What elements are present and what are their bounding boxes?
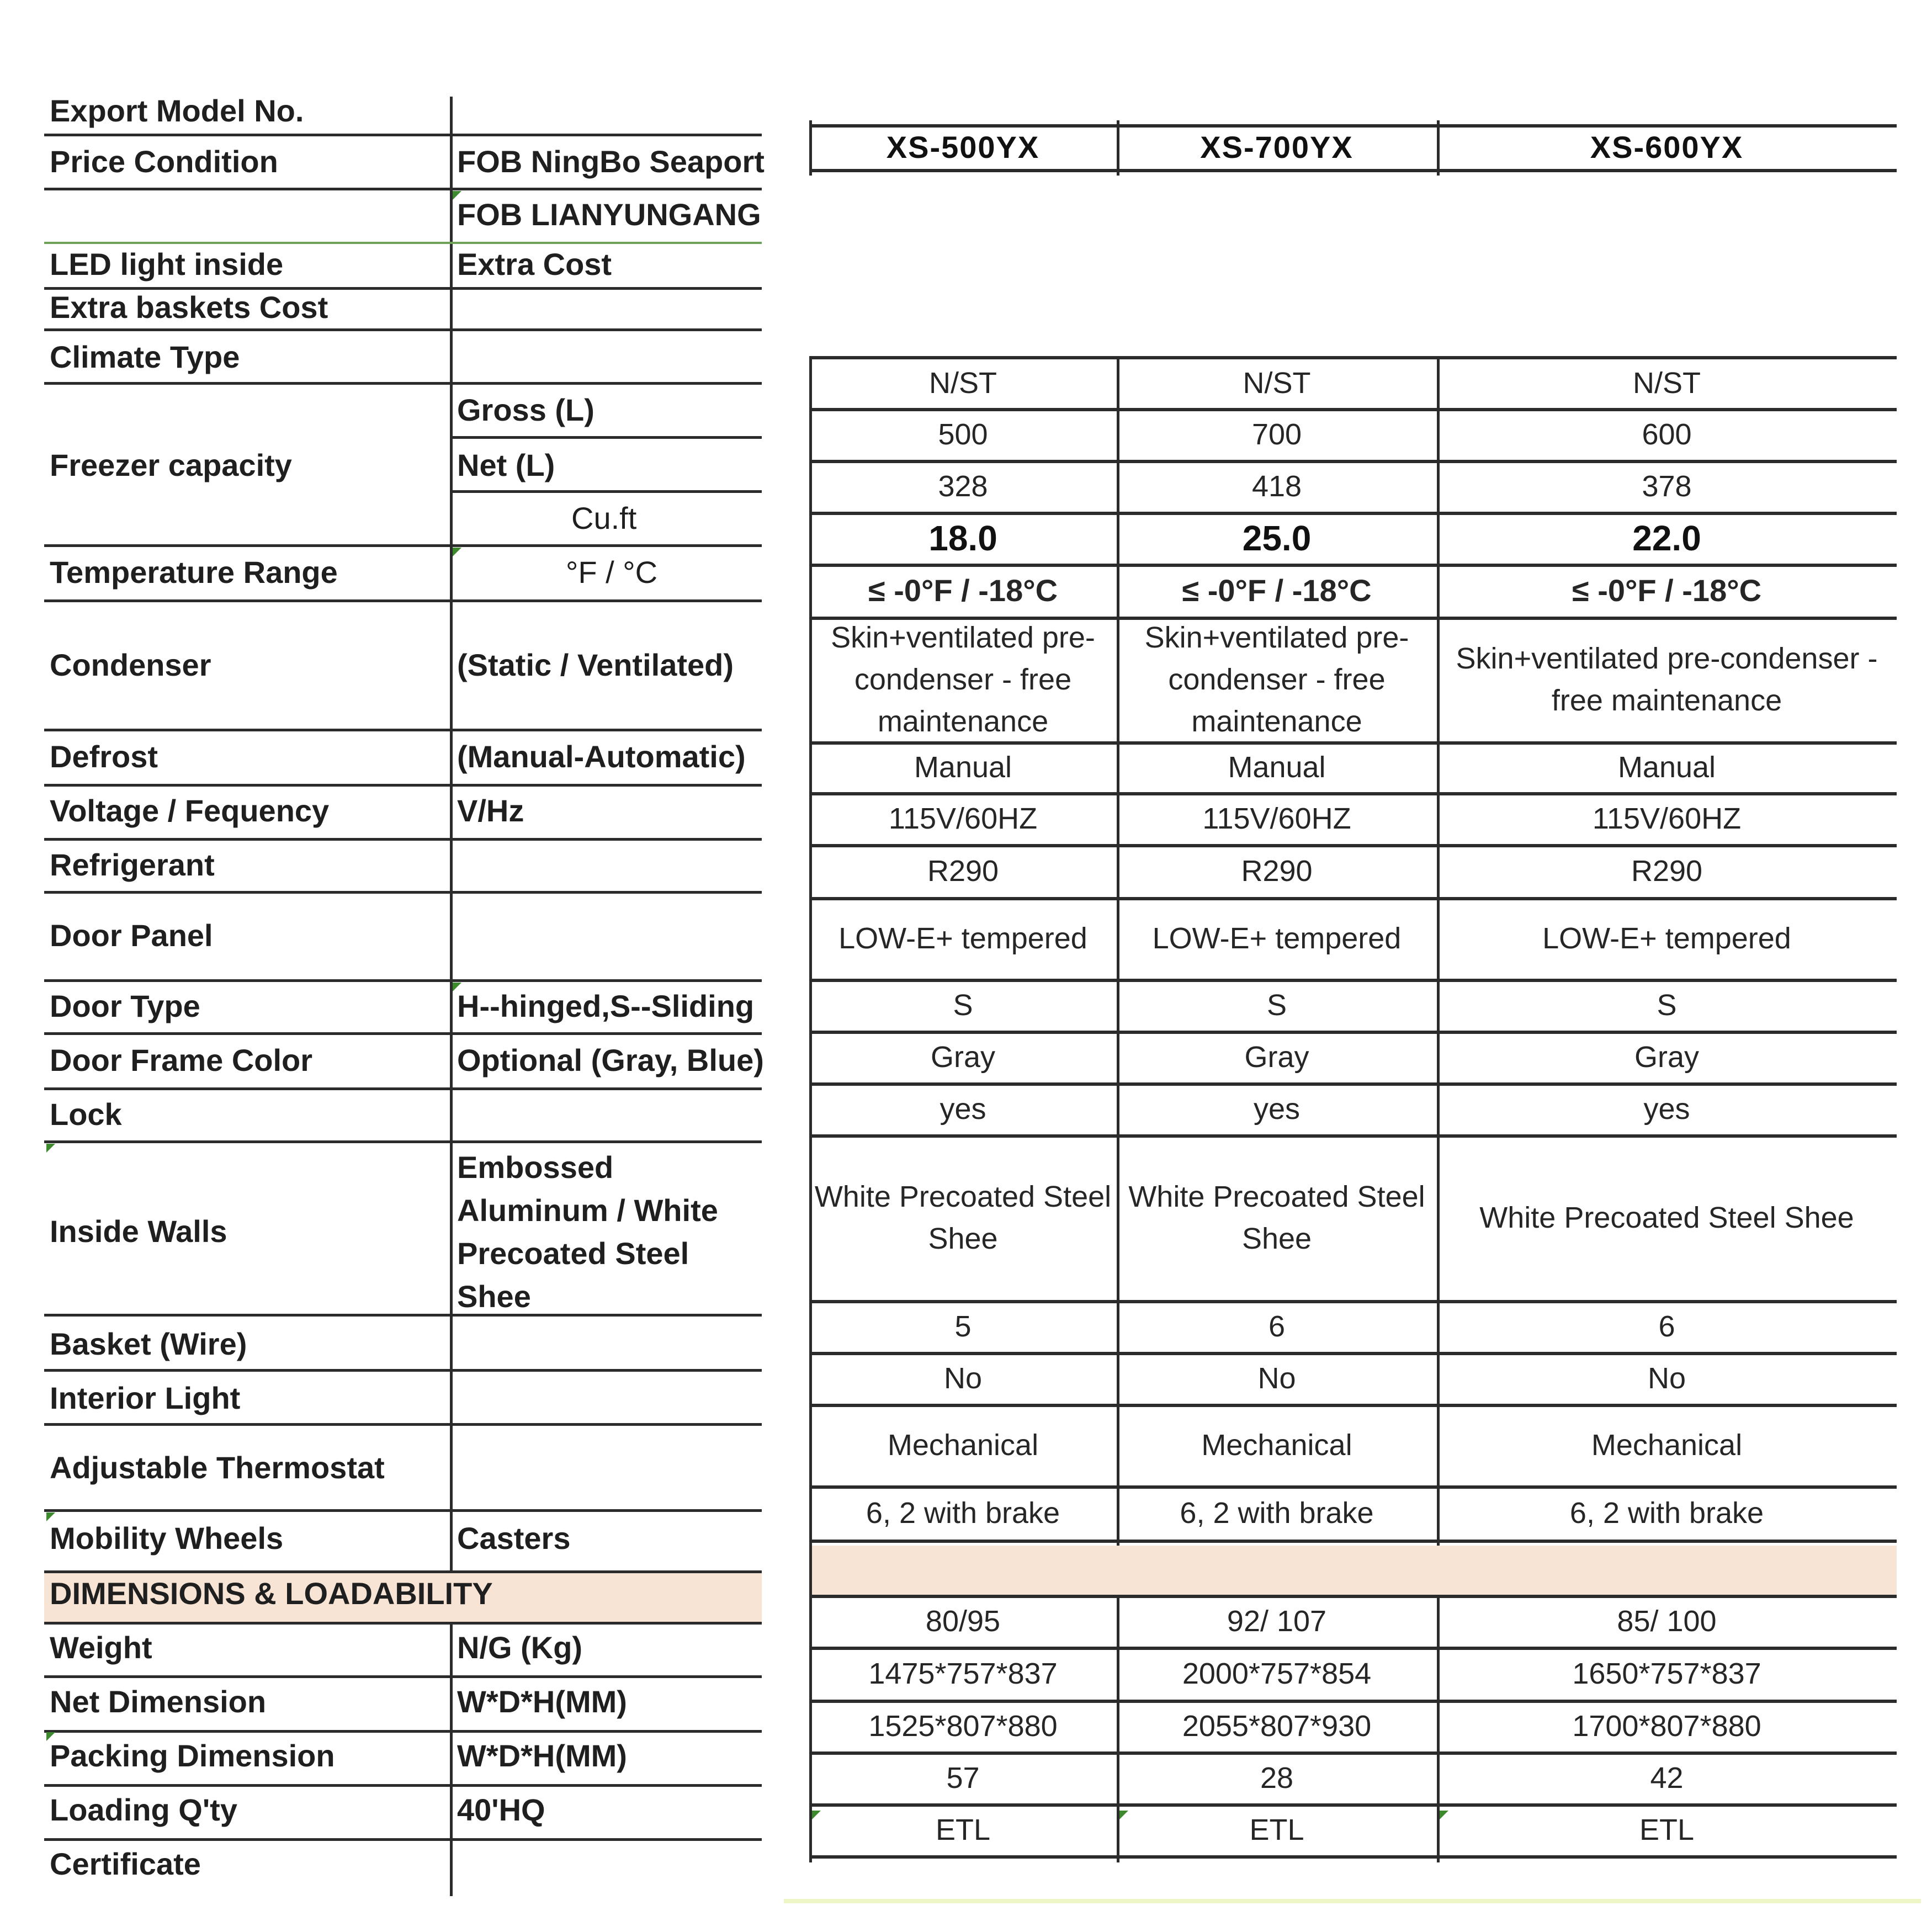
label-defrost: Defrost (50, 739, 158, 774)
model-loading-cell: 42 (1650, 1761, 1684, 1795)
value-net: Net (L) (457, 448, 555, 482)
model-loading-cell: 57 (946, 1761, 980, 1795)
rule (44, 134, 762, 136)
model-weight-cell: 85/ 100 (1617, 1605, 1717, 1638)
cell-marker (453, 548, 461, 556)
label-lock: Lock (50, 1097, 122, 1132)
model-cuft-cell: 25.0 (1242, 518, 1312, 558)
value-fob-ningbo: FOB NingBo Seaport (457, 144, 765, 179)
model-voltage-cell: 115V/60HZ (1592, 802, 1742, 835)
value-weight-unit: N/G (Kg) (457, 1630, 583, 1665)
model-door-type-cell: S (1266, 989, 1287, 1022)
value-temp-unit: °F / °C (566, 555, 658, 590)
value-door-frame-unit: Optional (Gray, Blue) (457, 1043, 764, 1078)
model-gross-cell: 500 (938, 418, 988, 451)
model-refrigerant-cell: R290 (1631, 854, 1703, 888)
model-inside-walls-cell: White Precoated Steel Shee (1128, 1180, 1425, 1255)
model-weight-cell: 80/95 (925, 1605, 1001, 1638)
rule (809, 1540, 1897, 1543)
model-wheels-cell: 6, 2 with brake (866, 1496, 1060, 1530)
label-led-light: LED light inside (50, 247, 284, 282)
model-net-dim-cell: 2000*757*854 (1182, 1657, 1372, 1690)
model-basket-cell: 6 (1658, 1310, 1675, 1343)
model-temp-cell: ≤ -0°F / -18°C (1572, 573, 1762, 608)
model-defrost-cell: Manual (1617, 751, 1716, 784)
model-climate-cell: N/ST (1243, 367, 1311, 400)
model-certificate-cell: ETL (1639, 1813, 1695, 1846)
model-frame-color-cell: Gray (1244, 1041, 1309, 1074)
value-casters: Casters (457, 1521, 571, 1556)
rule (44, 188, 762, 190)
label-freezer-capacity: Freezer capacity (50, 448, 292, 482)
model-wheels-cell: 6, 2 with brake (1180, 1496, 1374, 1530)
cell-marker (1440, 1811, 1448, 1819)
model-gross-cell: 700 (1251, 418, 1302, 451)
model-door-type-cell: S (1657, 989, 1677, 1022)
rule (44, 979, 762, 982)
label-net-dimension: Net Dimension (50, 1684, 267, 1719)
rule (44, 1423, 762, 1426)
model-door-panel-cell: LOW-E+ tempered (1152, 922, 1402, 955)
rule (44, 382, 762, 385)
cell-marker (46, 1512, 55, 1521)
model-interior-light-cell: No (1257, 1362, 1296, 1395)
value-cuft: Cu.ft (571, 501, 637, 535)
model-defrost-cell: Manual (914, 751, 1012, 784)
model-basket-cell: 5 (954, 1310, 972, 1343)
model-inside-walls-cell: White Precoated Steel Shee (814, 1180, 1112, 1255)
model-lock-cell: yes (1253, 1092, 1301, 1126)
model-inside-walls-cell: White Precoated Steel Shee (1479, 1201, 1854, 1234)
rule (453, 490, 762, 493)
model-cuft-cell: 22.0 (1632, 518, 1701, 558)
column-divider (1117, 357, 1119, 1862)
rule (44, 784, 762, 787)
label-condenser: Condenser (50, 647, 211, 682)
rule (44, 1087, 762, 1090)
model-door-panel-cell: LOW-E+ tempered (1542, 922, 1791, 955)
rule (44, 1838, 762, 1841)
model-temp-cell: ≤ -0°F / -18°C (868, 573, 1058, 608)
label-export-model: Export Model No. (50, 93, 304, 128)
value-condenser-unit: (Static / Ventilated) (457, 647, 734, 682)
model-pack-dim-cell: 1700*807*880 (1572, 1710, 1761, 1743)
label-interior-light: Interior Light (50, 1381, 241, 1415)
model-net-cell: 418 (1251, 470, 1302, 503)
model-net-cell: 328 (938, 470, 988, 503)
rule (44, 838, 762, 841)
rule (44, 1570, 762, 1573)
model-pack-dim-cell: 1525*807*880 (868, 1710, 1058, 1743)
value-door-type-unit: H--hinged,S--Sliding (457, 989, 755, 1023)
label-weight: Weight (50, 1630, 152, 1665)
model-frame-color-cell: Gray (930, 1041, 996, 1074)
rule (44, 1509, 762, 1512)
rule (44, 544, 762, 547)
label-extra-baskets: Extra baskets Cost (50, 290, 328, 325)
label-basket: Basket (Wire) (50, 1326, 247, 1361)
model-temp-cell: ≤ -0°F / -18°C (1182, 573, 1372, 608)
bottom-tint-strip (784, 1899, 1921, 1903)
label-inside-walls: Inside Walls (50, 1214, 227, 1249)
rule (44, 1622, 762, 1625)
model-thermostat-cell: Mechanical (1201, 1429, 1352, 1462)
label-voltage: Voltage / Fequency (50, 793, 330, 828)
value-gross: Gross (L) (457, 392, 595, 427)
value-fob-lianyungang: FOB LIANYUNGANG (457, 197, 761, 232)
model-condenser-cell: Skin+ventilated pre-condenser - free maintenance (831, 621, 1095, 738)
rule (44, 1140, 762, 1143)
model-voltage-cell: 115V/60HZ (1202, 802, 1351, 835)
model-defrost-cell: Manual (1228, 751, 1326, 784)
label-mobility-wheels: Mobility Wheels (50, 1521, 284, 1556)
label-certificate: Certificate (50, 1846, 201, 1881)
cell-marker (812, 1811, 821, 1819)
label-refrigerant: Refrigerant (50, 847, 215, 882)
rule (44, 729, 762, 731)
rule (44, 1032, 762, 1035)
label-door-panel: Door Panel (50, 918, 213, 953)
label-temperature-range: Temperature Range (50, 555, 338, 590)
model-voltage-cell: 115V/60HZ (888, 802, 1038, 835)
rule (44, 1784, 762, 1787)
model-wheels-cell: 6, 2 with brake (1569, 1496, 1764, 1530)
model-interior-light-cell: No (1647, 1362, 1686, 1395)
model-lock-cell: yes (1643, 1092, 1690, 1126)
model-weight-cell: 92/ 107 (1227, 1605, 1327, 1638)
model-climate-cell: N/ST (1632, 367, 1701, 400)
cell-marker (46, 1144, 55, 1153)
model-net-dim-cell: 1475*757*837 (868, 1657, 1058, 1690)
label-door-frame-color: Door Frame Color (50, 1043, 313, 1078)
section-dimensions: DIMENSIONS & LOADABILITY (50, 1576, 493, 1611)
model-climate-cell: N/ST (928, 367, 997, 400)
label-thermostat: Adjustable Thermostat (50, 1450, 385, 1485)
model-condenser-cell: Skin+ventilated pre-condenser - free maintenance (1144, 621, 1409, 738)
model-thermostat-cell: Mechanical (1591, 1429, 1743, 1462)
model-header: XS-700YX (1200, 130, 1354, 164)
cell-marker (1119, 1811, 1128, 1819)
dimensions-section-band (812, 1546, 1897, 1596)
model-frame-color-cell: Gray (1634, 1041, 1700, 1074)
left-column-divider (450, 97, 453, 1896)
label-packing-dimension: Packing Dimension (50, 1738, 335, 1773)
model-lock-cell: yes (940, 1092, 986, 1126)
value-extra-cost: Extra Cost (457, 247, 612, 282)
model-basket-cell: 6 (1268, 1310, 1286, 1343)
label-loading-qty: Loading Q'ty (50, 1792, 237, 1827)
rule-green (44, 242, 762, 244)
rule (44, 891, 762, 894)
model-interior-light-cell: No (943, 1362, 983, 1395)
rule (453, 436, 762, 439)
model-door-type-cell: S (953, 989, 973, 1022)
model-header: XS-500YX (886, 130, 1040, 164)
rule (44, 328, 762, 331)
rule (44, 1675, 762, 1678)
value-voltage-unit: V/Hz (457, 793, 524, 828)
model-net-cell: 378 (1642, 470, 1692, 503)
model-header: XS-600YX (1590, 130, 1744, 164)
value-defrost-unit: (Manual-Automatic) (457, 739, 746, 774)
rule (44, 1730, 762, 1733)
model-certificate-cell: ETL (1249, 1813, 1304, 1846)
value-loading-unit: 40'HQ (457, 1792, 545, 1827)
model-cuft-cell: 18.0 (928, 518, 997, 558)
model-net-dim-cell: 1650*757*837 (1572, 1657, 1761, 1690)
label-climate-type: Climate Type (50, 339, 240, 374)
model-thermostat-cell: Mechanical (887, 1429, 1039, 1462)
model-gross-cell: 600 (1642, 418, 1692, 451)
label-door-type: Door Type (50, 989, 200, 1023)
model-door-panel-cell: LOW-E+ tempered (838, 922, 1087, 955)
rule (809, 1855, 1897, 1859)
label-price-condition: Price Condition (50, 144, 278, 179)
rule (809, 169, 1897, 172)
column-divider (809, 357, 812, 1862)
model-certificate-cell: ETL (935, 1813, 991, 1846)
model-loading-cell: 28 (1260, 1761, 1294, 1795)
rule (44, 1369, 762, 1372)
model-refrigerant-cell: R290 (927, 854, 999, 888)
model-refrigerant-cell: R290 (1241, 854, 1313, 888)
model-condenser-cell: Skin+ventilated pre-condenser - free maintenance (1456, 642, 1878, 717)
value-inside-walls-unit: Embossed Aluminum / White Precoated Steel Shee (457, 1150, 718, 1314)
model-pack-dim-cell: 2055*807*930 (1182, 1710, 1372, 1743)
column-divider (1437, 357, 1440, 1862)
rule (44, 599, 762, 602)
value-packing-dimension-unit: W*D*H(MM) (457, 1738, 627, 1773)
value-net-dimension-unit: W*D*H(MM) (457, 1684, 627, 1719)
